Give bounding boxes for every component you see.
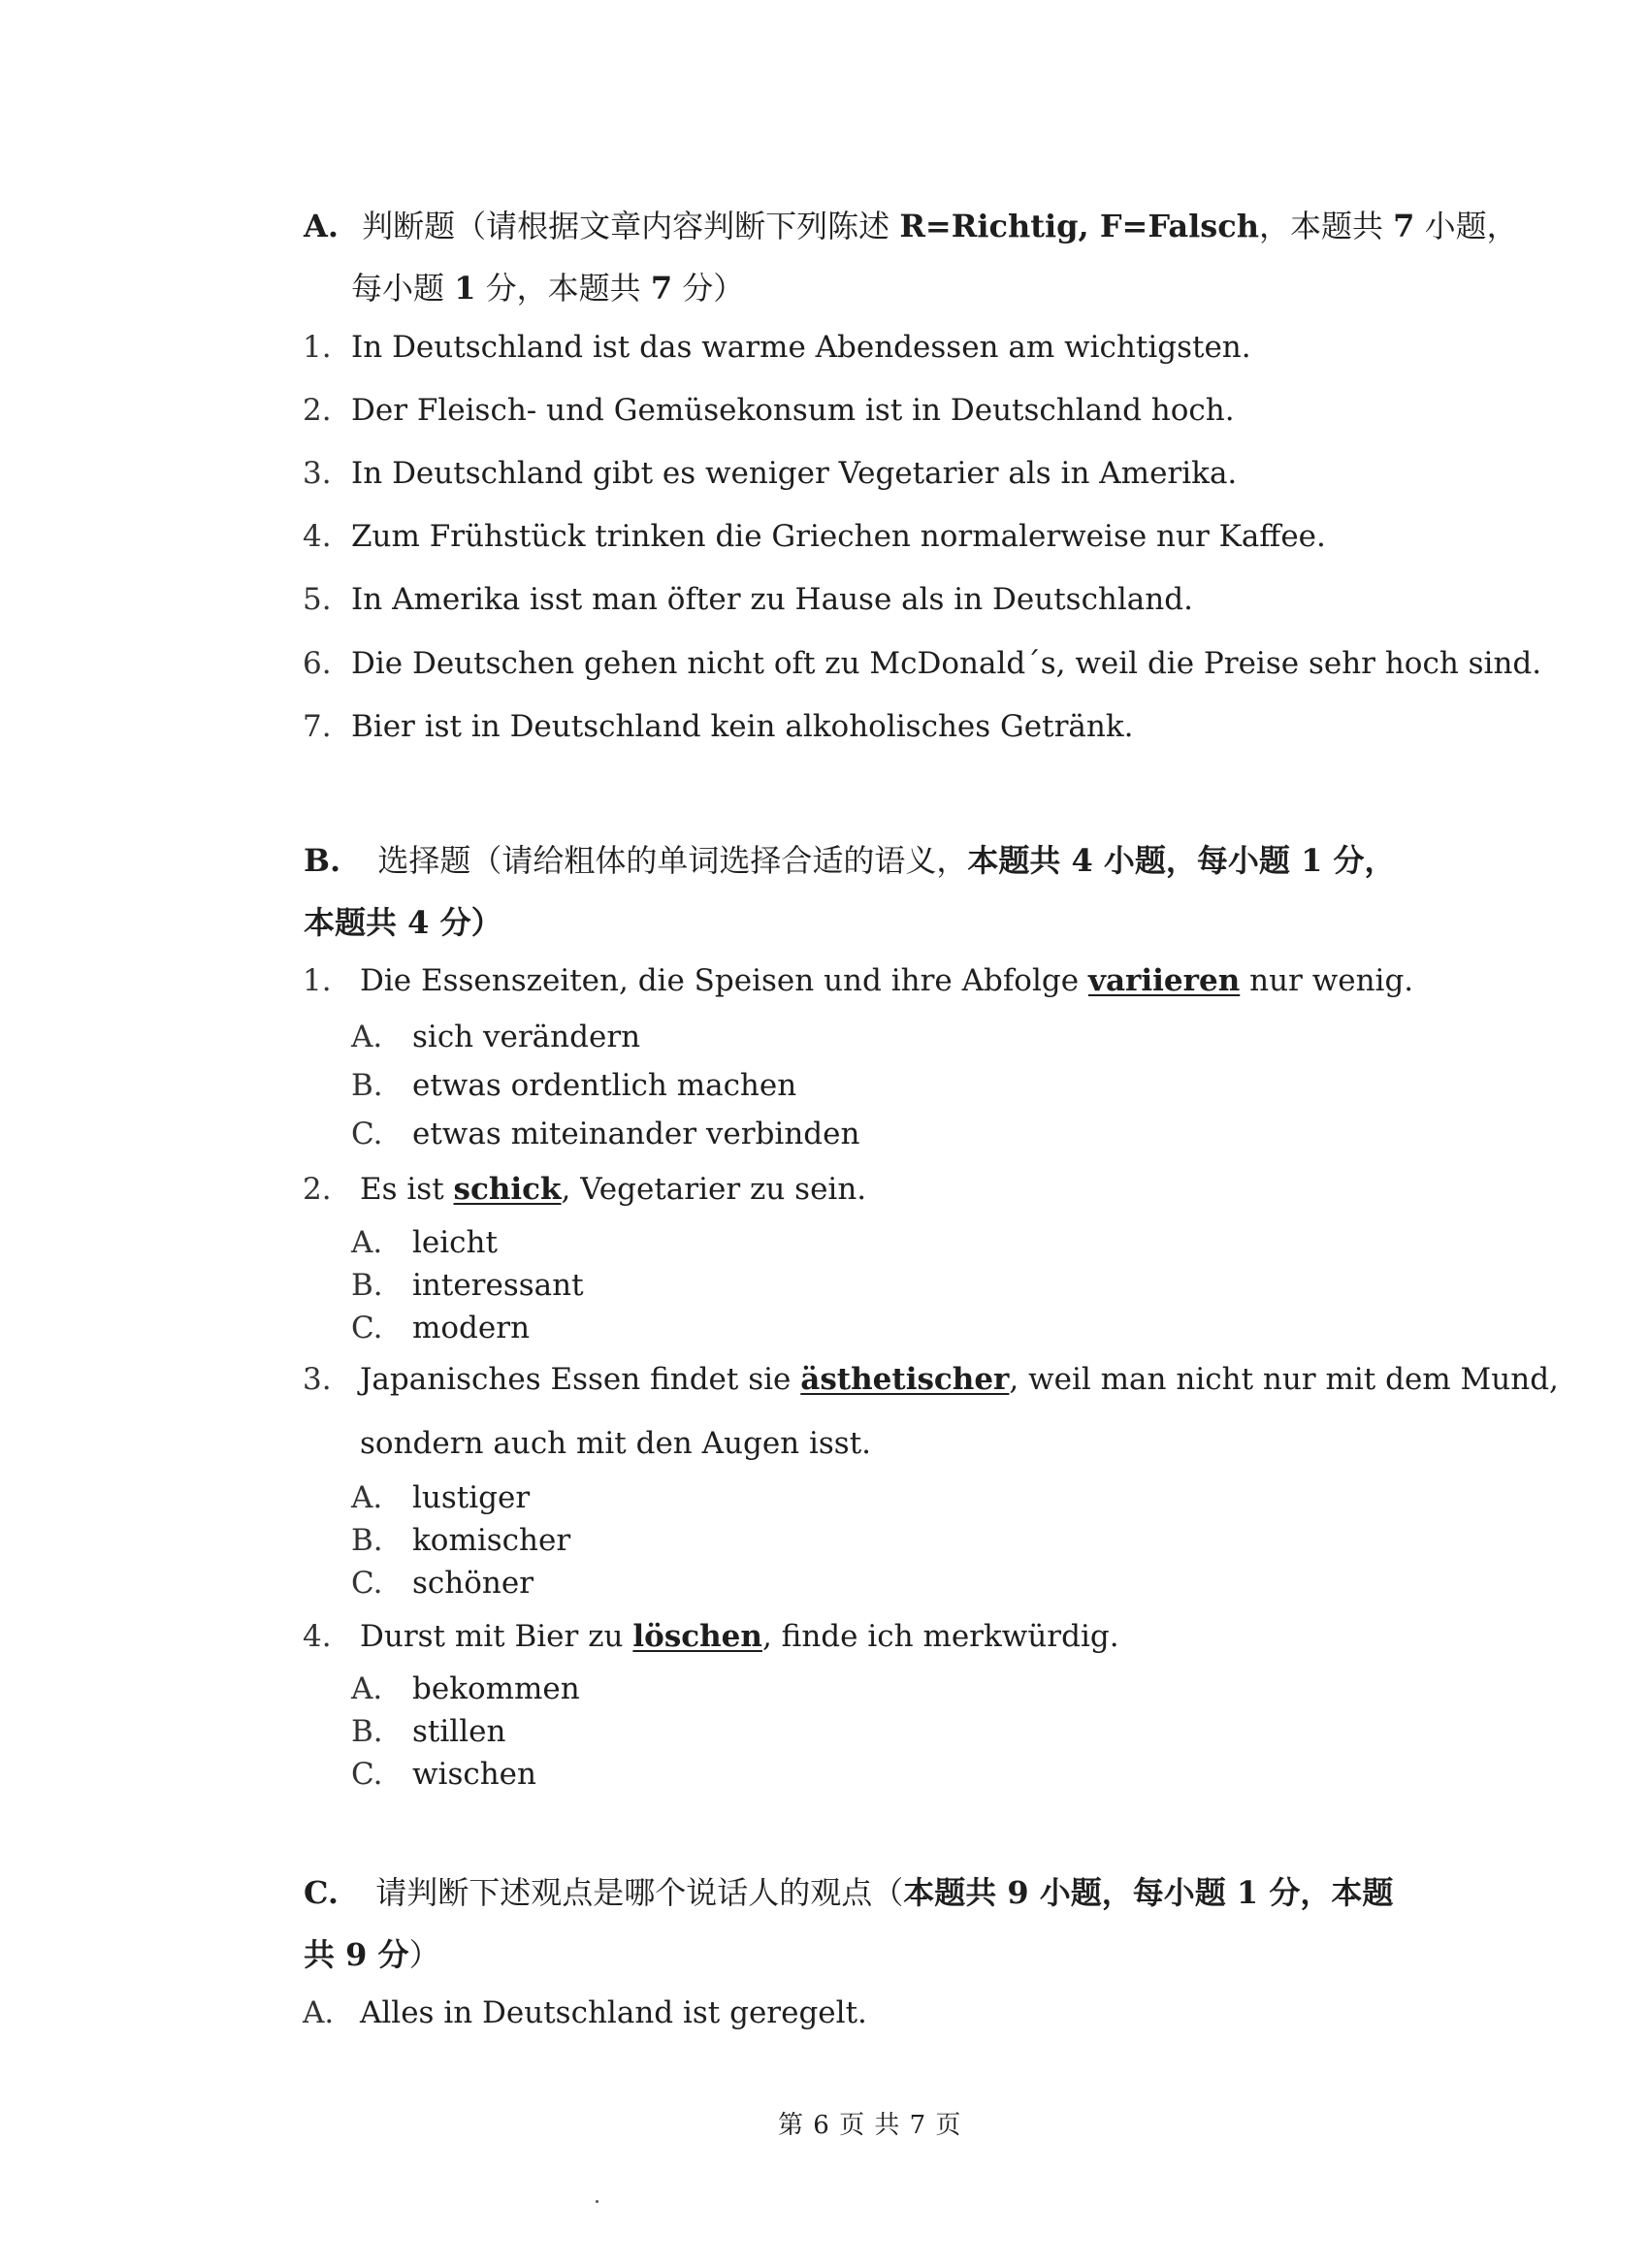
section-c-l2-post: ）: [408, 1936, 440, 1973]
section-a-instr-n: 7: [1393, 208, 1415, 244]
option-letter: A.: [351, 1480, 383, 1515]
section-c-l2-bold: 共 9 分: [304, 1936, 409, 1973]
option-text: stillen: [412, 1714, 506, 1749]
option-item: [351, 1068, 796, 1103]
mc-question: [303, 1172, 866, 1207]
option-item: [351, 1757, 536, 1792]
section-c-instr-bold: 本题共 9 小题，每小题 1 分，本题: [903, 1874, 1394, 1911]
question-text: Japanisches Essen findet sie: [360, 1362, 801, 1397]
section-c-heading: [304, 1868, 1393, 1913]
statement-text: Die Deutschen gehen nicht oft zu McDonald´s, weil die Preise sehr hoch sind.: [351, 646, 1542, 681]
question-keyword: ästhetischer: [800, 1362, 1010, 1397]
section-a-l2-mid: 分，本题共: [475, 270, 651, 307]
mc-question: [303, 1362, 1559, 1397]
statement-text: Der Fleisch- und Gemüsekonsum ist in Deutschland hoch.: [351, 393, 1235, 428]
question-text: , weil man nicht nur mit dem Mund,: [1009, 1362, 1559, 1397]
section-a-heading-line2: [351, 264, 744, 308]
mc-question: [303, 1619, 1119, 1654]
option-item: [351, 1671, 580, 1706]
option-item: [351, 1020, 640, 1054]
speaker-letter: A.: [303, 1995, 335, 2030]
statement-item: [303, 519, 1326, 554]
question-text: Es ist: [360, 1172, 454, 1207]
section-a-l2-post: 分）: [672, 270, 745, 307]
option-letter: C.: [351, 1311, 383, 1345]
option-text: sich verändern: [412, 1020, 641, 1054]
section-b-instr-pre: 选择题（请给粗体的单词选择合适的语义，: [377, 842, 968, 879]
mc-question: [303, 963, 1413, 998]
option-text: schöner: [412, 1566, 534, 1601]
statement-item: [303, 393, 1235, 428]
option-item: [351, 1117, 859, 1151]
statement-number: 4.: [303, 519, 332, 554]
section-a-instr-mid: ，本题共: [1258, 208, 1394, 244]
section-b-l2-post: 分）: [429, 904, 502, 941]
option-text: etwas miteinander verbinden: [412, 1117, 860, 1151]
section-b-l2-n: 4: [407, 904, 430, 941]
question-number: 4.: [303, 1619, 332, 1654]
section-a-instr-post: 小题，: [1414, 208, 1518, 244]
section-a-letter: A.: [304, 208, 339, 244]
statement-item: [303, 582, 1193, 617]
section-a-l2-n1: 1: [454, 270, 476, 307]
question-number: 1.: [303, 963, 332, 998]
option-letter: C.: [351, 1117, 383, 1151]
question-continuation: sondern auch mit den Augen isst.: [360, 1426, 872, 1461]
option-item: [351, 1566, 534, 1601]
section-b-heading-line2: [304, 898, 502, 943]
section-b-heading: [304, 836, 1395, 881]
statement-item: [303, 709, 1133, 744]
question-keyword: variieren: [1087, 963, 1241, 998]
question-keyword: löschen: [632, 1619, 762, 1654]
statement-text: In Deutschland ist das warme Abendessen am wichtigsten.: [351, 330, 1251, 365]
statement-item: [303, 330, 1251, 365]
option-text: lustiger: [412, 1480, 531, 1515]
statement-text: Bier ist in Deutschland kein alkoholisches Getränk.: [351, 709, 1134, 744]
section-a-heading: [304, 202, 1518, 246]
option-item: [351, 1714, 505, 1749]
section-a-l2-n2: 7: [650, 270, 673, 307]
statement-item: [303, 646, 1541, 681]
option-text: komischer: [412, 1523, 571, 1558]
section-b-instr-bold: 本题共 4 小题，每小题 1 分，: [967, 842, 1396, 879]
question-text: , finde ich merkwürdig.: [761, 1619, 1119, 1654]
section-c-instr-pre: 请判断下述观点是哪个说话人的观点（: [375, 1874, 904, 1911]
statement-number: 7.: [303, 709, 332, 744]
option-item: [351, 1480, 530, 1515]
question-text: Die Essenszeiten, die Speisen und ihre Abfolge: [360, 963, 1088, 998]
option-text: interessant: [412, 1268, 584, 1303]
option-text: bekommen: [412, 1671, 580, 1706]
question-text: , Vegetarier zu sein.: [561, 1172, 867, 1207]
question-text: Durst mit Bier zu: [360, 1619, 633, 1654]
statement-number: 3.: [303, 456, 332, 491]
option-text: leicht: [412, 1225, 498, 1260]
question-text: nur wenig.: [1240, 963, 1414, 998]
option-letter: C.: [351, 1566, 383, 1601]
option-text: modern: [412, 1311, 531, 1345]
statement-text: In Deutschland gibt es weniger Vegetarier als in Amerika.: [351, 456, 1238, 491]
section-a-l2-pre: 每小题: [351, 270, 455, 307]
option-text: etwas ordentlich machen: [412, 1068, 797, 1103]
option-letter: B.: [351, 1714, 383, 1749]
page-number: 第 6 页 共 7 页: [778, 2111, 962, 2140]
option-item: [351, 1311, 530, 1345]
option-letter: A.: [351, 1225, 383, 1260]
question-number: 3.: [303, 1362, 332, 1397]
question-number: 2.: [303, 1172, 332, 1207]
option-letter: B.: [351, 1068, 383, 1103]
section-a-instr-bold: R=Richtig, F=Falsch: [899, 208, 1259, 244]
option-item: [351, 1523, 570, 1558]
option-letter: B.: [351, 1268, 383, 1303]
scan-speck: [596, 2200, 598, 2203]
option-item: [351, 1268, 584, 1303]
statement-number: 6.: [303, 646, 332, 681]
statement-number: 1.: [303, 330, 332, 365]
statement-text: Zum Frühstück trinken die Griechen normalerweise nur Kaffee.: [351, 519, 1326, 554]
statement-item: [303, 456, 1237, 491]
section-b-l2-pre: 本题共: [304, 904, 408, 941]
option-text: wischen: [412, 1757, 536, 1792]
question-keyword: schick: [453, 1172, 562, 1207]
statement-text: In Amerika isst man öfter zu Hause als in Deutschland.: [351, 582, 1193, 617]
section-b-letter: B.: [304, 842, 341, 879]
section-c-heading-line2: [304, 1930, 440, 1975]
statement-number: 5.: [303, 582, 332, 617]
statement-number: 2.: [303, 393, 332, 428]
option-letter: C.: [351, 1757, 383, 1792]
speaker-text: Alles in Deutschland ist geregelt.: [360, 1995, 867, 2030]
section-a-instr-pre: 判断题（请根据文章内容判断下列陈述: [362, 208, 900, 244]
option-letter: A.: [351, 1020, 383, 1054]
section-c-letter: C.: [304, 1874, 340, 1911]
option-letter: A.: [351, 1671, 383, 1706]
speaker-item: [303, 1995, 867, 2030]
option-letter: B.: [351, 1523, 383, 1558]
option-item: [351, 1225, 498, 1260]
